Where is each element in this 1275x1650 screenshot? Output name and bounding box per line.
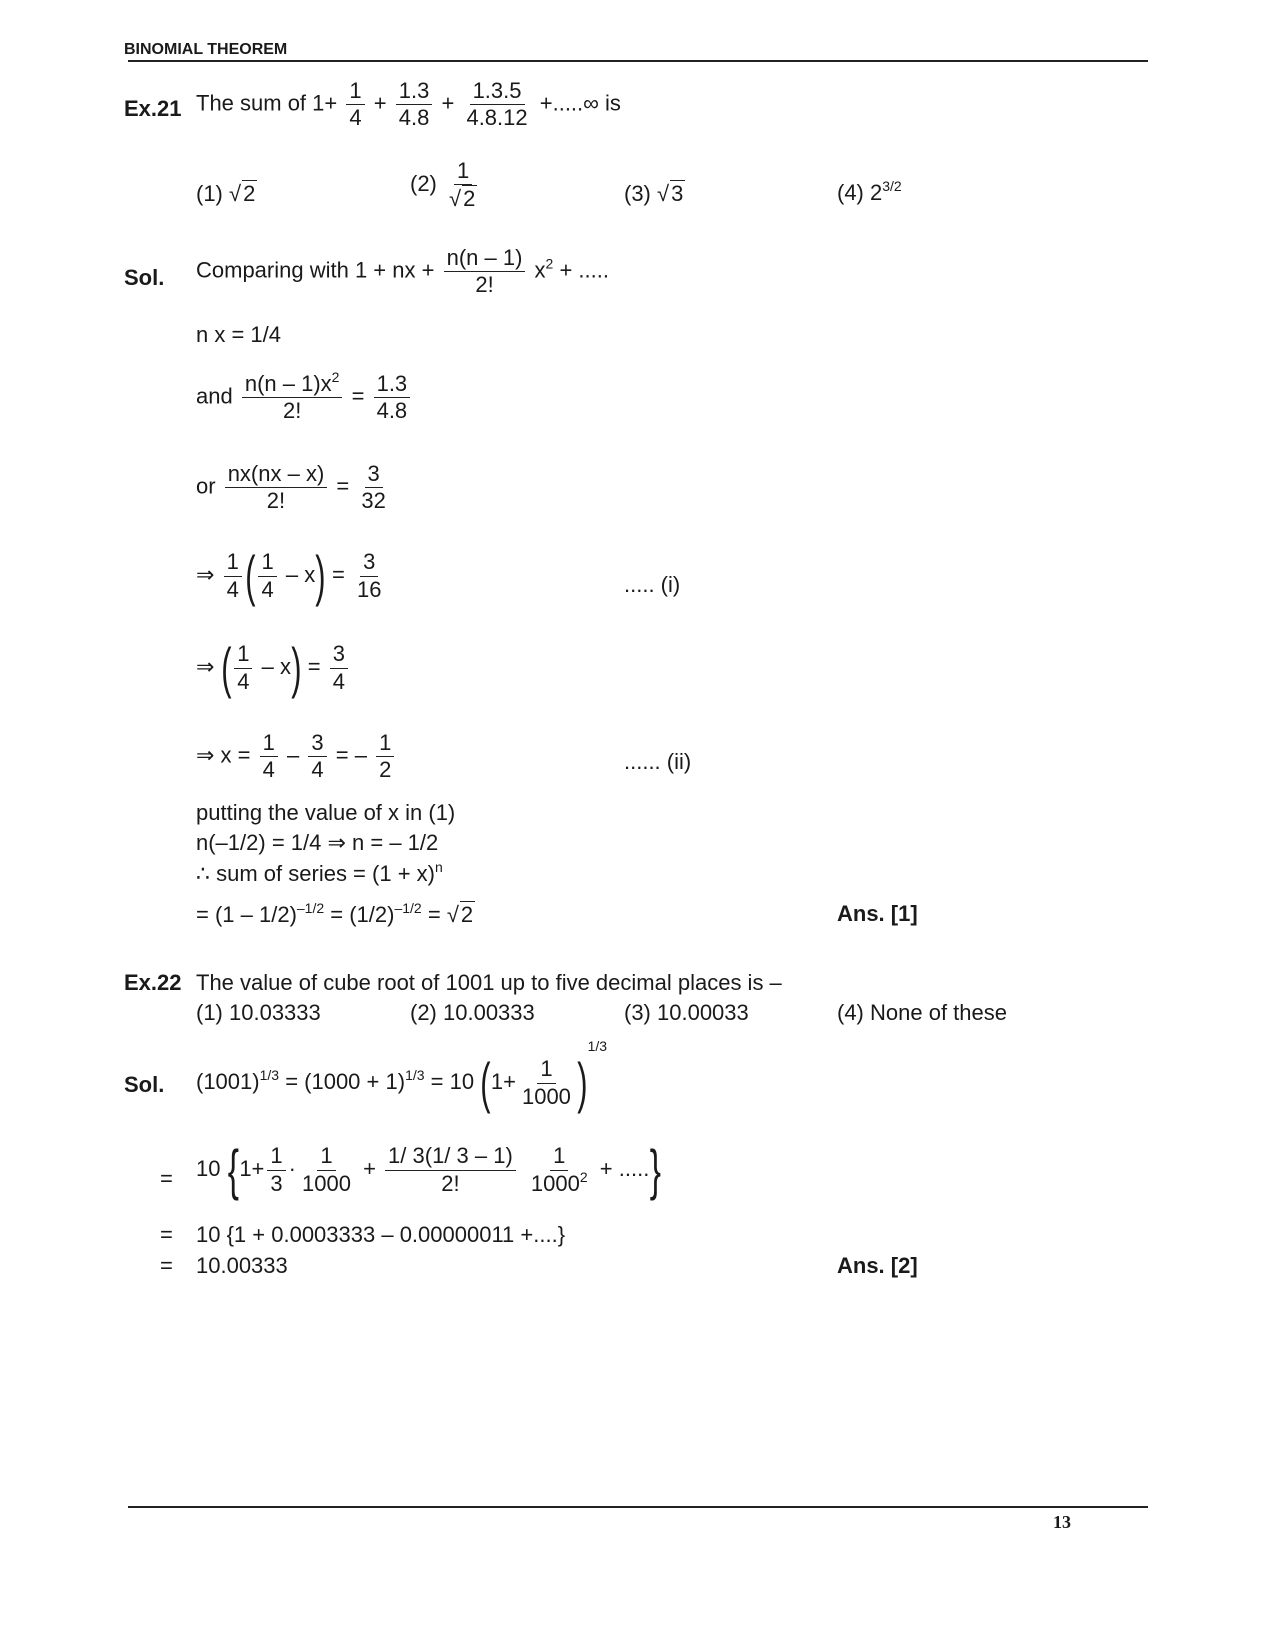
ex21-fraction-3: $\frac{1.3.5}{4.8.12}$ bbox=[466, 78, 528, 131]
sol21-sum-line: ∴ sum of series = $(1 + x)^n$ bbox=[196, 859, 443, 886]
ex21-option-1: (1) √2 bbox=[196, 181, 256, 206]
ex21-series-tail: +.....∞ bbox=[539, 90, 599, 116]
sol22-line-3: 10 {1 + 0.0003333 – 0.00000011 +....} bbox=[196, 1222, 566, 1247]
page-number: 13 bbox=[1053, 1512, 1071, 1532]
sol21-putting-line: putting the value of x in (1) bbox=[196, 800, 456, 825]
sol21-and-line: and $\frac{n(n - 1)x^2}{2!}$ = $\frac{1.3}{4.8}$ bbox=[196, 371, 413, 425]
header-rule bbox=[128, 60, 1148, 62]
sol21-step-ii: ⇒ x = $\frac{1}{4}$ – $\frac{3}{4}$ = – $\frac{1}{2}$ bbox=[196, 730, 397, 784]
sol22-line-1: $(1001)^{1/3} = (1000 + 1)^{1/3} = 10$ (1+ $\frac{1}{1000}$ )$^{1/3}$ bbox=[196, 1038, 608, 1115]
sol21-or-line: or $\frac{nx(nx - x)}{2!}$ = $\frac{3}{32}$ bbox=[196, 461, 386, 514]
ex21-question: The sum of 1+ $\frac{1}{4}$ + $\frac{1.3}{4.8}$ + $\frac{1.3.5}{4.8.12}$ +.....∞ is bbox=[196, 78, 621, 131]
sol21-compare-line: Comparing with 1 + nx + $\frac{n(n - 1)}{2!}$ $x^2$ + ..... bbox=[196, 245, 609, 298]
sol21-n-line: n(–1/2) = 1/4 ⇒ n = – 1/2 bbox=[196, 830, 439, 855]
ex21-question-pre: The sum of bbox=[196, 90, 307, 116]
sol22-label: Sol. bbox=[124, 1072, 165, 1097]
sol22-answer: Ans. [2] bbox=[837, 1253, 918, 1278]
sol22-eq-2: = bbox=[160, 1222, 173, 1247]
ex21-label: Ex.21 bbox=[124, 96, 182, 121]
sqrt-symbol: √ bbox=[229, 181, 242, 206]
ex22-option-2: (2) 10.00333 bbox=[410, 1000, 535, 1025]
sol21-step-i: ⇒ $\frac{1}{4}$ ( $\frac{1}{4}$ – x) = $\frac{3}{16}$ bbox=[196, 544, 382, 607]
ex22-option-1: (1) 10.03333 bbox=[196, 1000, 321, 1025]
ex21-fraction-2: $\frac{1.3}{4.8}$ bbox=[396, 78, 433, 132]
ex22-label: Ex.22 bbox=[124, 970, 182, 995]
sol21-step-2: ⇒ ( $\frac{1}{4}$ – x) = $\frac{3}{4}$ bbox=[196, 640, 351, 696]
ex22-option-3: (3) 10.00033 bbox=[624, 1000, 749, 1025]
therefore-icon: ∴ bbox=[196, 861, 210, 886]
ex21-question-post: is bbox=[604, 90, 621, 116]
running-header: BINOMIAL THEOREM bbox=[124, 41, 288, 58]
sol21-nx-line: n x = 1/4 bbox=[196, 322, 282, 347]
sol22-line-4: 10.00333 bbox=[196, 1253, 288, 1278]
ex21-one-plus: 1+ bbox=[312, 90, 338, 116]
footer-rule bbox=[128, 1506, 1148, 1508]
sol21-final-line: = $(1 - 1/2)^{-1/2} = (1/2)^{-1/2} = √2$ bbox=[196, 900, 474, 927]
sol21-tag-ii: ...... (ii) bbox=[624, 749, 692, 774]
sol21-answer: Ans. [1] bbox=[837, 901, 918, 926]
ex21-fraction-1: $\frac{1}{4}$ bbox=[346, 78, 364, 132]
sol22-line-2: 10 {1+ $\frac{1}{3}$ · $\frac{1}{1000}$ + $\frac{1/ 3(1/ 3 - 1)}{2!}$ $\frac{1}{1000^2}$ + .....} bbox=[196, 1138, 662, 1201]
sol22-eq-3: = bbox=[160, 1253, 173, 1278]
ex21-option-4: (4) $2^{3/2}$ bbox=[837, 178, 902, 205]
ex21-option-3: (3) √3 bbox=[624, 181, 684, 206]
ex22-option-4: (4) None of these bbox=[837, 1000, 1007, 1025]
sol22-eq-1: = bbox=[160, 1166, 173, 1191]
sol21-label: Sol. bbox=[124, 265, 165, 290]
sol21-tag-i: ..... (i) bbox=[624, 572, 681, 597]
ex21-option-2: (2) $\frac{1}{√2}$ bbox=[410, 158, 476, 212]
ex22-question: The value of cube root of 1001 up to five decimal places is – bbox=[196, 970, 782, 995]
